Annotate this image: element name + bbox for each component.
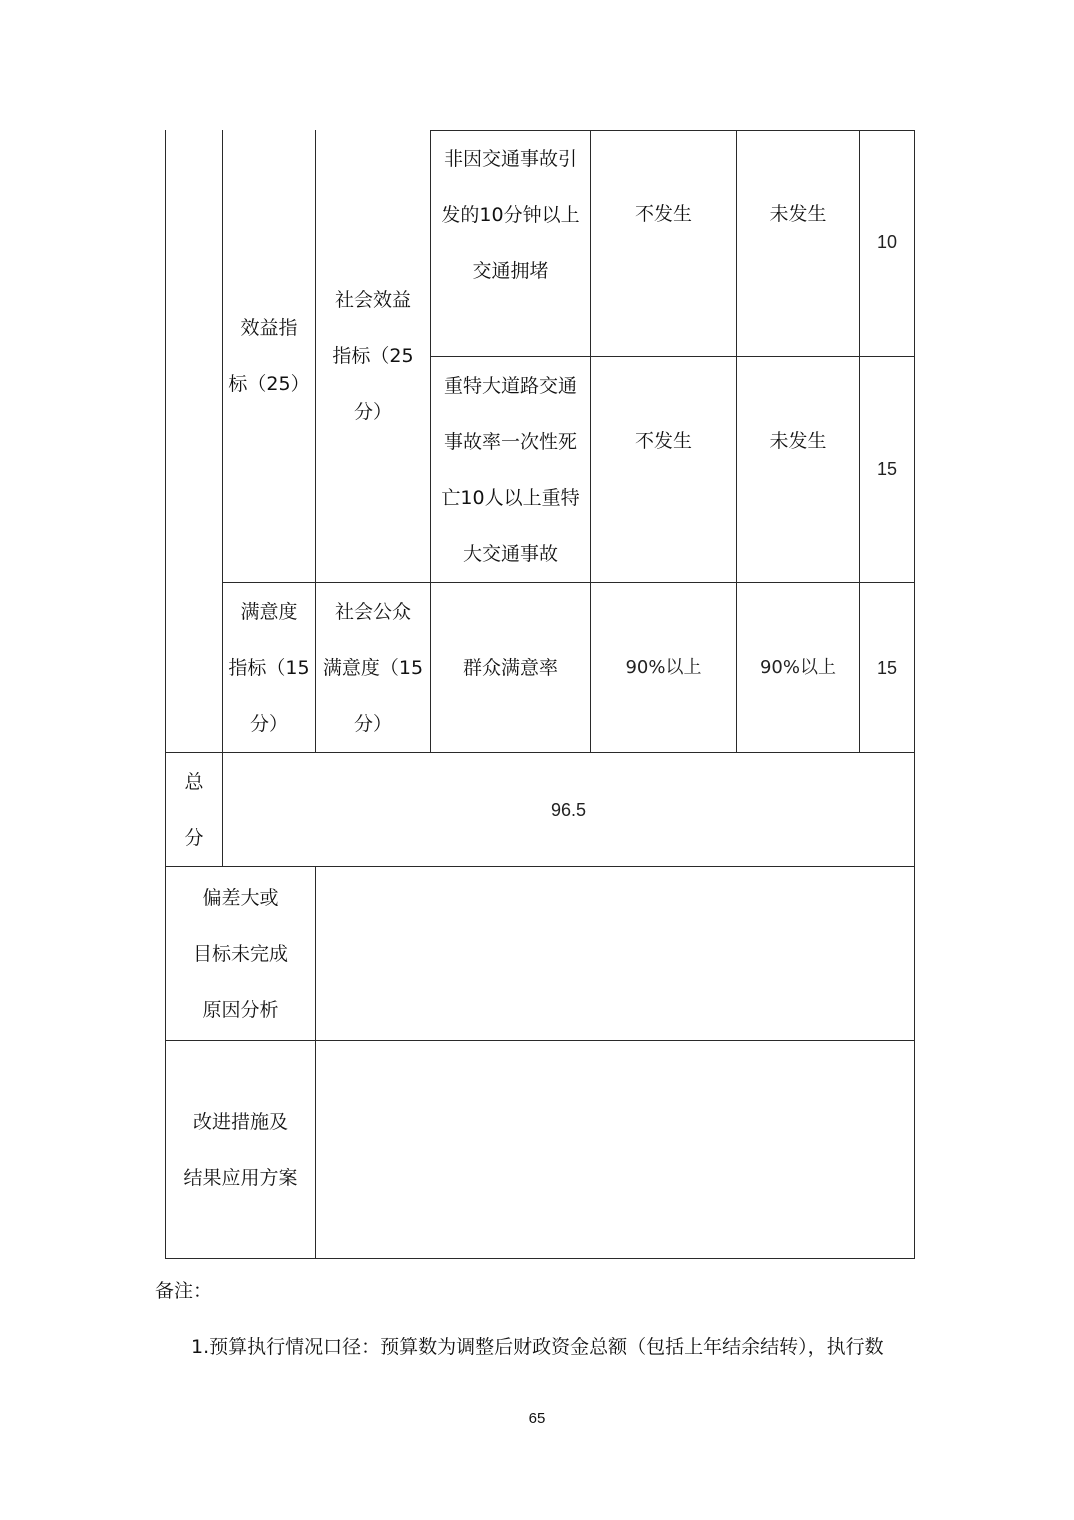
item2-target: 不发生	[634, 430, 692, 452]
deviation-label: 偏差大或 目标未完成 原因分析	[192, 886, 288, 1021]
total-label: 总 分	[184, 770, 204, 849]
col-right	[914, 130, 915, 1259]
improve-value	[316, 1041, 914, 1258]
item1-score: 10	[876, 232, 898, 252]
item3-actual: 90%以上	[759, 656, 836, 678]
improve-label: 改进措施及 结果应用方案	[183, 1110, 298, 1189]
item1-actual: 未发生	[769, 203, 827, 225]
item2-actual: 未发生	[769, 430, 827, 452]
notes-title: 备注：	[155, 1280, 213, 1302]
item1-target: 不发生	[634, 203, 692, 225]
deviation-value	[316, 867, 914, 1040]
public-satisfaction-cell: 社会公众 满意度（15 分）	[322, 600, 424, 735]
satisfaction-indicator-cell: 满意度 指标（15 分）	[228, 600, 310, 735]
rule-bottom	[165, 1258, 915, 1259]
social-benefit-cell: 社会效益 指标（25 分）	[332, 289, 414, 423]
item3-score: 15	[876, 657, 898, 678]
page-number: 65	[528, 1410, 546, 1427]
item3-target: 90%以上	[625, 656, 702, 678]
item2-name: 重特大道路交通 事故率一次性死 亡10人以上重特 大交通事故	[441, 374, 580, 565]
item2-score: 15	[876, 459, 898, 479]
item1-name: 非因交通事故引 发的10分钟以上 交通拥堵	[441, 148, 580, 282]
benefit-indicator-cell: 效益指 标（25）	[228, 317, 310, 395]
notes-line1: 1.预算执行情况口径：预算数为调整后财政资金总额（包括上年结余结转），执行数	[191, 1336, 884, 1358]
item3-name: 群众满意率	[462, 656, 558, 679]
total-value: 96.5	[550, 799, 587, 820]
